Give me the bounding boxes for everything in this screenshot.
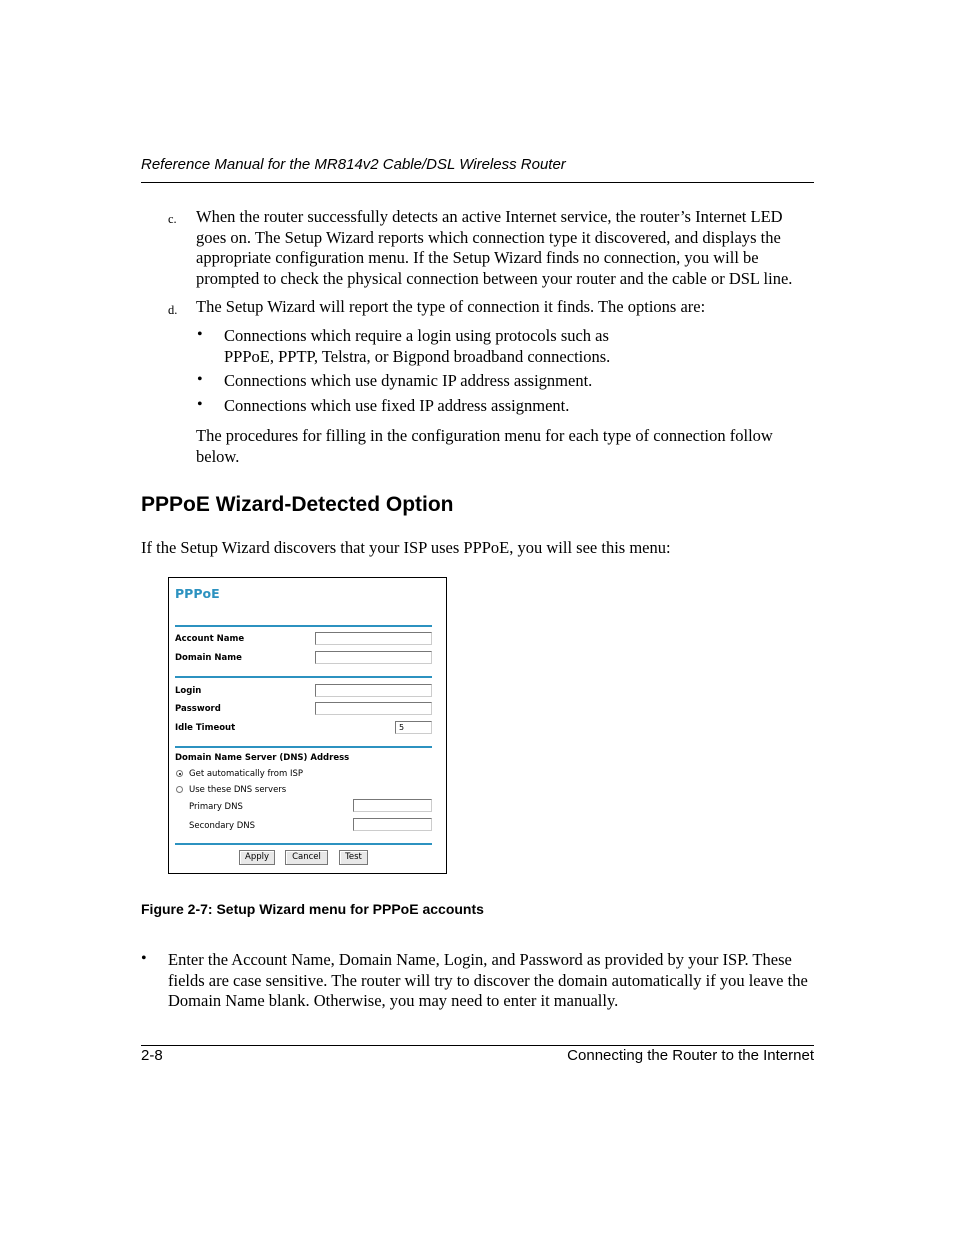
divider [175, 676, 432, 678]
cancel-button[interactable]: Cancel [285, 850, 328, 865]
login-label: Login [175, 686, 202, 696]
figure-caption: Figure 2-7: Setup Wizard menu for PPPoE accounts [141, 901, 484, 917]
bullet-icon: • [197, 371, 203, 388]
apply-button[interactable]: Apply [239, 850, 275, 865]
domain-name-label: Domain Name [175, 653, 242, 663]
divider [175, 746, 432, 748]
idle-timeout-label: Idle Timeout [175, 723, 236, 733]
pppoe-screenshot [168, 577, 447, 874]
dns-heading: Domain Name Server (DNS) Address [175, 753, 350, 763]
chapter-title: Connecting the Router to the Internet [567, 1047, 814, 1064]
header-rule [141, 182, 814, 183]
password-label: Password [175, 704, 221, 714]
step-marker-d: d. [168, 303, 178, 317]
dns-manual-radio[interactable] [176, 786, 183, 793]
bullet-icon: • [197, 396, 203, 413]
option-item-fixed: Connections which use fixed IP address assignment. [224, 396, 570, 415]
bullet-icon: • [141, 950, 147, 967]
test-button[interactable]: Test [339, 850, 368, 865]
login-input[interactable] [315, 684, 432, 697]
idle-timeout-input[interactable]: 5 [395, 721, 432, 734]
option-item-dynamic: Connections which use dynamic IP address assignment. [224, 371, 593, 390]
figure-title: PPPoE [175, 586, 220, 601]
secondary-dns-label: Secondary DNS [189, 821, 256, 831]
password-input[interactable] [315, 702, 432, 715]
divider [175, 625, 432, 627]
primary-dns-input[interactable] [353, 799, 432, 812]
secondary-dns-input[interactable] [353, 818, 432, 831]
dns-auto-radio[interactable] [176, 770, 183, 777]
section-intro: If the Setup Wizard discovers that your ISP uses PPPoE, you will see this menu: [141, 538, 671, 557]
domain-name-input[interactable] [315, 651, 432, 664]
bullet-icon: • [197, 326, 203, 343]
option-item-login: Connections which require a login using protocols such as PPPoE, PPTP, Telstra, or Bigpond broadband connections. [224, 326, 611, 366]
procedures-note: The procedures for filling in the configuration menu for each type of connection follow below. [196, 426, 773, 466]
page-number: 2-8 [141, 1047, 163, 1064]
divider [175, 843, 432, 845]
final-bullet-text: Enter the Account Name, Domain Name, Login, and Password as provided by your ISP. These fields are case sensitive. The router will try to discover the domain automatically if you leave the Domain Name blank. Otherwise, you may need to enter it manually. [168, 950, 808, 1010]
section-heading: PPPoE Wizard-Detected Option [141, 493, 454, 516]
account-name-label: Account Name [175, 634, 245, 644]
footer-rule [141, 1045, 814, 1046]
account-name-input[interactable] [315, 632, 432, 645]
step-d-text: The Setup Wizard will report the type of connection it finds. The options are: [196, 297, 706, 316]
step-marker-c: c. [168, 212, 177, 226]
step-c-text: When the router successfully detects an active Internet service, the router’s Internet LED goes on. The Setup Wizard reports which connection type it discovered, and displays the appropriate configuration menu. If the Setup Wizard finds no connection, you will be prompted to check the physical connection between your router and the cable or DSL line. [196, 207, 793, 288]
dns-manual-label: Use these DNS servers [189, 785, 287, 795]
running-header: Reference Manual for the MR814v2 Cable/DSL Wireless Router [141, 156, 566, 173]
dns-auto-label: Get automatically from ISP [189, 769, 304, 779]
primary-dns-label: Primary DNS [189, 802, 243, 812]
